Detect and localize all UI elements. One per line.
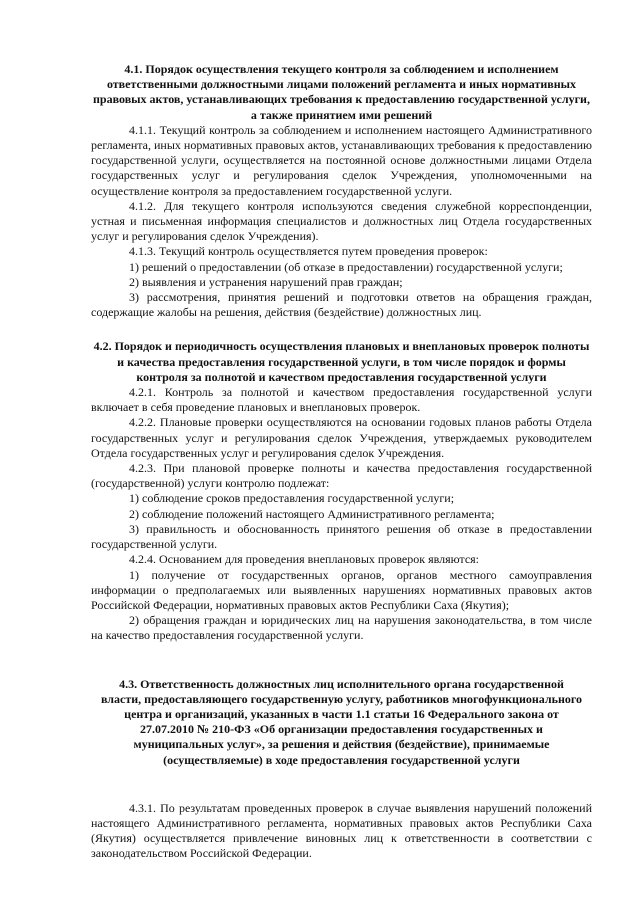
paragraph: 4.2.2. Плановые проверки осуществляются на основании годовых планов работы Отдела государственных услуг и регулирования сделок Учреждения, утверждаемых руководителем Отдела государственных услуг и регулирования сделок Учреждения. xyxy=(91,415,592,460)
section-spacer xyxy=(91,320,592,339)
section-heading: 4.3. Ответственность должностных лиц исполнительного органа государственной власти, предоставляющего государственную услугу, работников многофункционального центра и организаций, указанных в части 1.1 статьи 16 Федерального закона от 27.07.2010 № 210-ФЗ «Об организации предоставления государственных и муниципальных услуг», за решения и действия (бездействие), принимаемые (осуществляемые) в ходе предоставления государственной услуги xyxy=(100,676,583,767)
section-4-1 xyxy=(91,62,592,320)
paragraph: 4.2.3. При плановой проверке полноты и качества предоставления государственной (государственной) услуги контролю подлежат: xyxy=(91,461,592,491)
section-4-2 xyxy=(91,339,592,643)
paragraph: 4.2.4. Основанием для проведения внеплановых проверок являются: xyxy=(129,552,479,567)
paragraph: 4.1.2. Для текущего контроля используются сведения служебной корреспонденции, устная и письменная информация специалистов и должностных лиц Отдела государственных услуг и регулирования сделок Учреждения). xyxy=(91,198,592,244)
section-spacer xyxy=(91,768,592,801)
section-heading: 4.1. Порядок осуществления текущего контроля за соблюдением и исполнением ответственными должностными лицами положений регламента и иных нормативных правовых актов, устанавливающих требования к предоставлению государственной услуги, а также принятием ими решений xyxy=(93,62,590,122)
section-4-3 xyxy=(91,677,592,862)
paragraph: 4.1.3. Текущий контроль осуществляется путем проведения проверок: xyxy=(129,244,488,259)
list-item: 3) рассмотрения, принятия решений и подготовки ответов на обращения граждан, содержащие жалобы на решения, действия (бездействие) должностных лиц. xyxy=(91,290,592,320)
paragraph: 4.2.1. Контроль за полнотой и качеством предоставления государственной услуги включает в себя проведение плановых и внеплановых проверок. xyxy=(91,385,592,415)
list-item: 1) соблюдение сроков предоставления государственной услуги; xyxy=(129,491,455,506)
list-item: 2) обращения граждан и юридических лиц на нарушения законодательства, в том числе на качество предоставления государственной услуги. xyxy=(91,613,592,643)
list-item: 1) получение от государственных органов, органов местного самоуправления информации о предполагаемых или выявленных нарушениях нормативных правовых актов Российской Федерации, нормативных правовых актов Республики Саха (Якутия); xyxy=(91,567,592,612)
list-item: 2) соблюдение положений настоящего Административного регламента; xyxy=(129,506,495,521)
section-heading: 4.2. Порядок и периодичность осуществления плановых и внеплановых проверок полноты и качества предоставления государственной услуги, в том числе порядок и формы контроля за полнотой и качеством предоставления государственной услуги xyxy=(93,339,590,384)
section-spacer xyxy=(91,644,592,677)
paragraph: 4.3.1. По результатам проведенных проверок в случае выявления нарушений положений настоящего Административного регламента, нормативных правовых актов Республики Саха (Якутия) осуществляется привлечение виновных лиц к ответственности в соответствии с законодательством Российской Федерации. xyxy=(91,800,592,861)
list-item: 3) правильность и обоснованность принятого решения об отказе в предоставлении государственной услуги. xyxy=(91,521,592,552)
list-item: 1) решений о предоставлении (об отказе в предоставлении) государственной услуги; xyxy=(129,259,563,274)
list-item: 2) выявления и устранения нарушений прав граждан; xyxy=(129,274,403,289)
paragraph: 4.1.1. Текущий контроль за соблюдением и исполнением настоящего Административного регламента, иных нормативных правовых актов, устанавливающих требования к предоставлению государственной услуги, осуществляется на постоянной основе должностными лицами Отдела государственных услуг и регулирования сделок Учреждения, уполномоченными на осуществление контроля за предоставлением государственной услуги. xyxy=(91,122,592,198)
